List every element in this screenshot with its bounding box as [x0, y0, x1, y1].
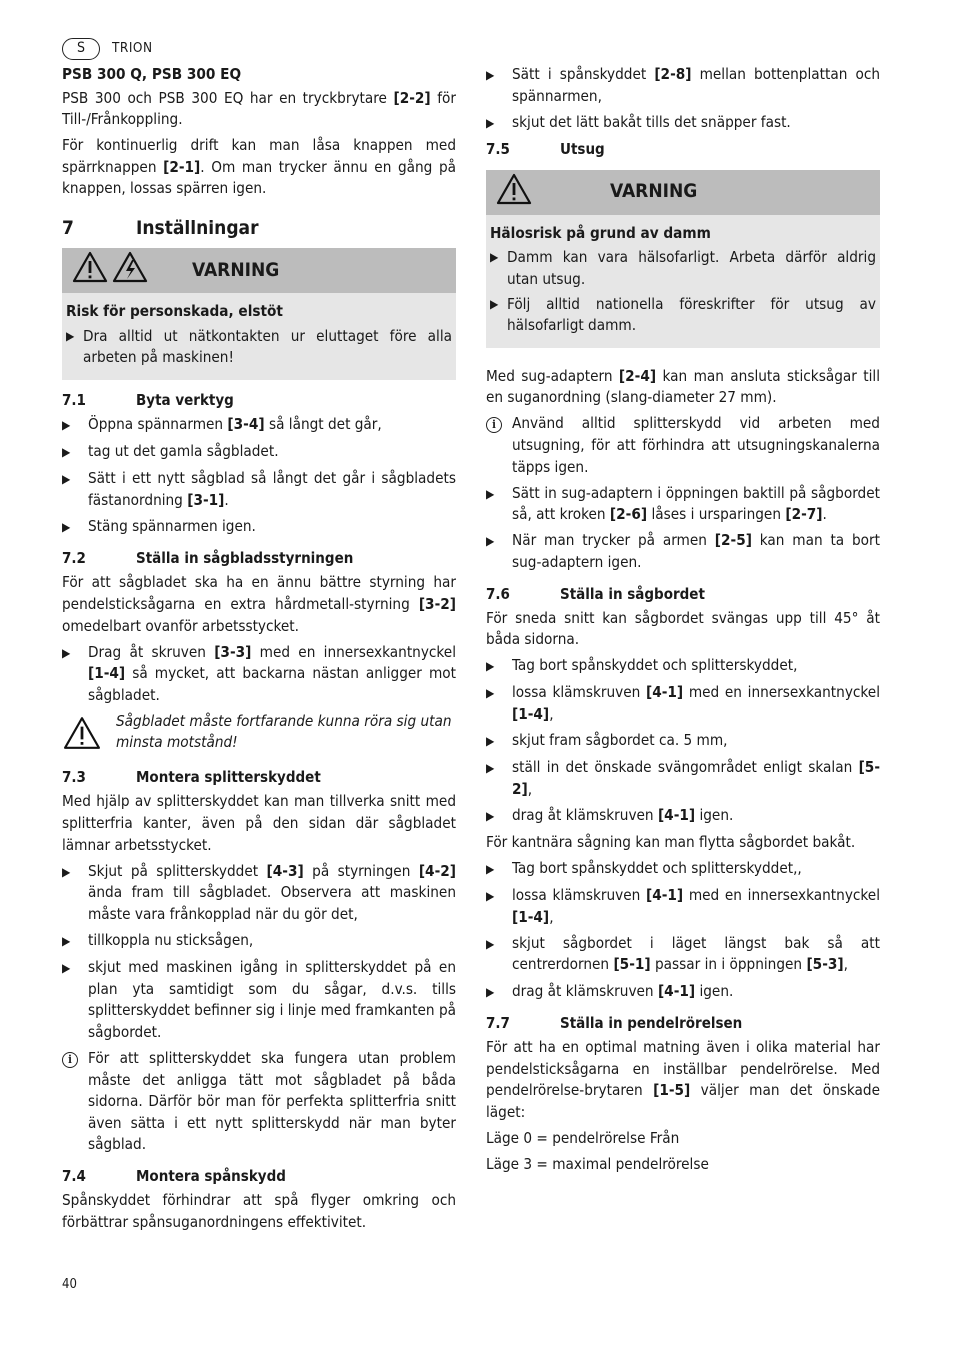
list-item: ▶ skjut det lätt bakåt tills det snäpper fast.: [486, 112, 880, 135]
arrow-right-icon: ▶: [486, 659, 495, 674]
section-7-1-heading: 7.1 Byta verktyg: [62, 390, 234, 409]
arrow-right-icon: ▶: [486, 936, 495, 951]
arrow-right-icon: ▶: [486, 862, 495, 877]
section-7-6-paragraph-2: För kantnära sågning kan man flytta sågbordet bakåt.: [486, 832, 856, 851]
info-note: i Använd alltid splitterskydd vid arbeten med utsugning, för att förhindra att utsugningskanalerna täpps igen.: [486, 413, 880, 478]
warning-title: VARNING: [192, 258, 280, 281]
list-item: ▶ När man trycker på armen [2-5] kan man ta bort sug-adaptern igen.: [486, 530, 880, 573]
left-column: [62, 64, 456, 1238]
arrow-right-icon: ▶: [486, 534, 495, 549]
section-7-2-paragraph: För att sågbladet ska ha en ännu bättre styrning har pendelsticksågarna en extra hårdmetall-styrning [3-2] omedelbart ovanför arbetsstycket.: [62, 573, 456, 635]
language-badge: S: [62, 38, 100, 60]
list-item: ▶ skjut sågbordet i läget längst bak så att centrerdornen [5-1] passar in i öppningen [5-3],: [486, 933, 880, 976]
arrow-right-icon: ▶: [486, 761, 495, 776]
brand-name: TRION: [112, 40, 153, 57]
warning-header: [62, 248, 456, 293]
list-item: ▶ Tag bort spånskyddet och splitterskyddet,,: [486, 858, 880, 881]
warning-subtitle: Risk för personskada, elstöt: [66, 302, 283, 321]
list-item: ▶ skjut fram sågbordet ca. 5 mm,: [486, 730, 880, 753]
section-7-heading: 7 Inställningar: [62, 217, 259, 240]
list-item: ▶ Sätt i ett nytt sågblad så långt det går i sågbladets fästanordning [3-1].: [62, 468, 456, 511]
page-number: 40: [62, 1277, 77, 1292]
right-column: [486, 64, 880, 1180]
arrow-right-icon: ▶: [66, 328, 75, 343]
info-icon: i: [62, 1052, 78, 1068]
list-item: ▶ Drag åt skruven [3-3] med en innersexkantnyckel [1-4] så mycket, att backarna nästan anligger mot sågbladet.: [62, 642, 456, 707]
arrow-right-icon: ▶: [490, 250, 499, 265]
psb-paragraph-2: För kontinuerlig drift kan man låsa knappen med spärrknappen [2-1]. Om man trycker ännu en gång på knappen, lossas spärren igen.: [62, 136, 456, 198]
arrow-right-icon: ▶: [62, 417, 71, 432]
section-7-2-heading: 7.2 Ställa in sågbladsstyrningen: [62, 549, 354, 568]
warning-subtitle: Hälosrisk på grund av damm: [490, 223, 711, 242]
arrow-right-icon: ▶: [62, 519, 71, 534]
warning-item: ▶ Dra alltid ut nätkontakten ur eluttaget före alla arbeten på maskinen!: [66, 326, 452, 369]
arrow-right-icon: ▶: [486, 889, 495, 904]
arrow-right-icon: ▶: [62, 961, 71, 976]
arrow-right-icon: ▶: [486, 68, 495, 82]
arrow-right-icon: ▶: [62, 472, 71, 487]
arrow-right-icon: ▶: [62, 864, 71, 879]
list-item: ▶ lossa klämskruven [4-1] med en innersexkantnyckel [1-4],: [486, 682, 880, 725]
list-item: ▶ tillkoppla nu sticksågen,: [62, 930, 456, 953]
section-7-6-heading: 7.6 Ställa in sågbordet: [486, 584, 705, 603]
list-item: ▶ Öppna spännarmen [3-4] så långt det går,: [62, 414, 456, 437]
caution-note: Sågbladet måste fortfarande kunna röra sig utan minsta motstånd!: [62, 711, 456, 758]
list-item: ▶ Tag bort spånskyddet och splitterskyddet,: [486, 655, 880, 678]
list-item: ▶ Sätt in sug-adaptern i öppningen baktill på sågbordet så, att kroken [2-6] låses i ursparingen [2-7].: [486, 483, 880, 526]
warning-item: ▶ Damm kan vara hälsofarligt. Arbeta därför aldrig utan utsug.: [490, 247, 876, 290]
section-7-7-paragraph: För att ha en optimal matning även i olika material har pendelsticksågarna en inställbar pendelrörelse. Med pendelrörelse-brytaren [1-5] väljer man det önskade läget:: [486, 1038, 880, 1121]
arrow-right-icon: ▶: [486, 486, 495, 501]
arrow-right-icon: ▶: [486, 984, 495, 999]
list-item: ▶ Stäng spännarmen igen.: [62, 516, 456, 539]
warning-triangle-icon: [72, 250, 108, 291]
psb-paragraph-1: PSB 300 och PSB 300 EQ har en tryckbrytare [2-2] för Till-/Frånkoppling.: [62, 88, 456, 129]
mode-0-line: Läge 0 = pendelrörelse Från: [486, 1128, 680, 1147]
warning-triangle-icon: [496, 172, 532, 213]
arrow-right-icon: ▶: [62, 934, 71, 949]
list-item: ▶ drag åt klämskruven [4-1] igen.: [486, 805, 880, 828]
mode-3-line: Läge 3 = maximal pendelrörelse: [486, 1155, 709, 1174]
info-note: i För att splitterskyddet ska fungera utan problem måste det anligga tätt mot sågbladet på båda sidorna. Därför bör man för perfekta splitterfria snitt även sätta i ett nytt splitterskydd när man byter sågblad.: [62, 1048, 456, 1156]
list-item: ▶ ställ in det önskade svängområdet enligt skalan [5-2],: [486, 757, 880, 800]
warning-item: ▶ Följ alltid nationella föreskrifter för utsug av hälsofarligt damm.: [490, 294, 876, 337]
arrow-right-icon: ▶: [62, 444, 71, 459]
arrow-right-icon: ▶: [490, 296, 499, 311]
warning-title: VARNING: [610, 180, 698, 203]
warning-header: [486, 170, 880, 215]
list-item: ▶ skjut med maskinen igång in splitterskyddet på en plan yta samtidigt som du sågar, d.v.s. tills splitterskyddet befinner sig i linje med framkanten på sågbordet.: [62, 957, 456, 1043]
page-header: [62, 38, 153, 60]
section-7-5-paragraph: Med sug-adaptern [2-4] kan man ansluta sticksågar till en suganordning (slang-diameter 27 mm).: [486, 366, 881, 407]
warning-box-electric: [62, 248, 456, 380]
arrow-right-icon: ▶: [486, 808, 495, 823]
section-7-4-paragraph: Spånskyddet förhindrar att spå flyger omkring och förbättrar spånsuganordningens effektivitet.: [62, 1190, 456, 1231]
list-item: ▶ drag åt klämskruven [4-1] igen.: [486, 981, 880, 1004]
section-7-3-heading: 7.3 Montera splitterskyddet: [62, 768, 321, 787]
warning-triangle-icon: [62, 711, 116, 758]
section-7-7-heading: 7.7 Ställa in pendelrörelsen: [486, 1014, 743, 1033]
section-7-4-heading: 7.4 Montera spånskydd: [62, 1166, 286, 1185]
list-item: ▶ Sätt i spånskyddet [2-8] mellan bottenplattan och spännarmen,: [486, 64, 880, 107]
list-item: ▶ Skjut på splitterskyddet [4-3] på styrningen [4-2] ända fram till sågbladet. Observera att maskinen måste vara frånkopplad när du gör det,: [62, 861, 456, 926]
section-7-6-paragraph-1: För sneda snitt kan sågbordet svängas upp till 45° åt båda sidorna.: [486, 608, 880, 649]
section-7-3-paragraph: Med hjälp av splitterskyddet kan man tillverka snitt med splitterfria kanter, även på den sidan där sågbladet lämnar arbetsstycket.: [62, 792, 456, 854]
section-7-5-heading: 7.5 Utsug: [486, 139, 605, 158]
arrow-right-icon: ▶: [62, 645, 71, 660]
list-item: ▶ tag ut det gamla sågbladet.: [62, 441, 456, 464]
list-item: ▶ lossa klämskruven [4-1] med en innersexkantnyckel [1-4],: [486, 885, 880, 928]
warning-box-dust: [486, 170, 880, 348]
arrow-right-icon: ▶: [486, 686, 495, 701]
arrow-right-icon: ▶: [486, 734, 495, 749]
arrow-right-icon: ▶: [486, 115, 495, 130]
psb-title: PSB 300 Q, PSB 300 EQ: [62, 65, 242, 83]
electric-shock-icon: [112, 250, 148, 291]
info-icon: i: [486, 417, 502, 433]
